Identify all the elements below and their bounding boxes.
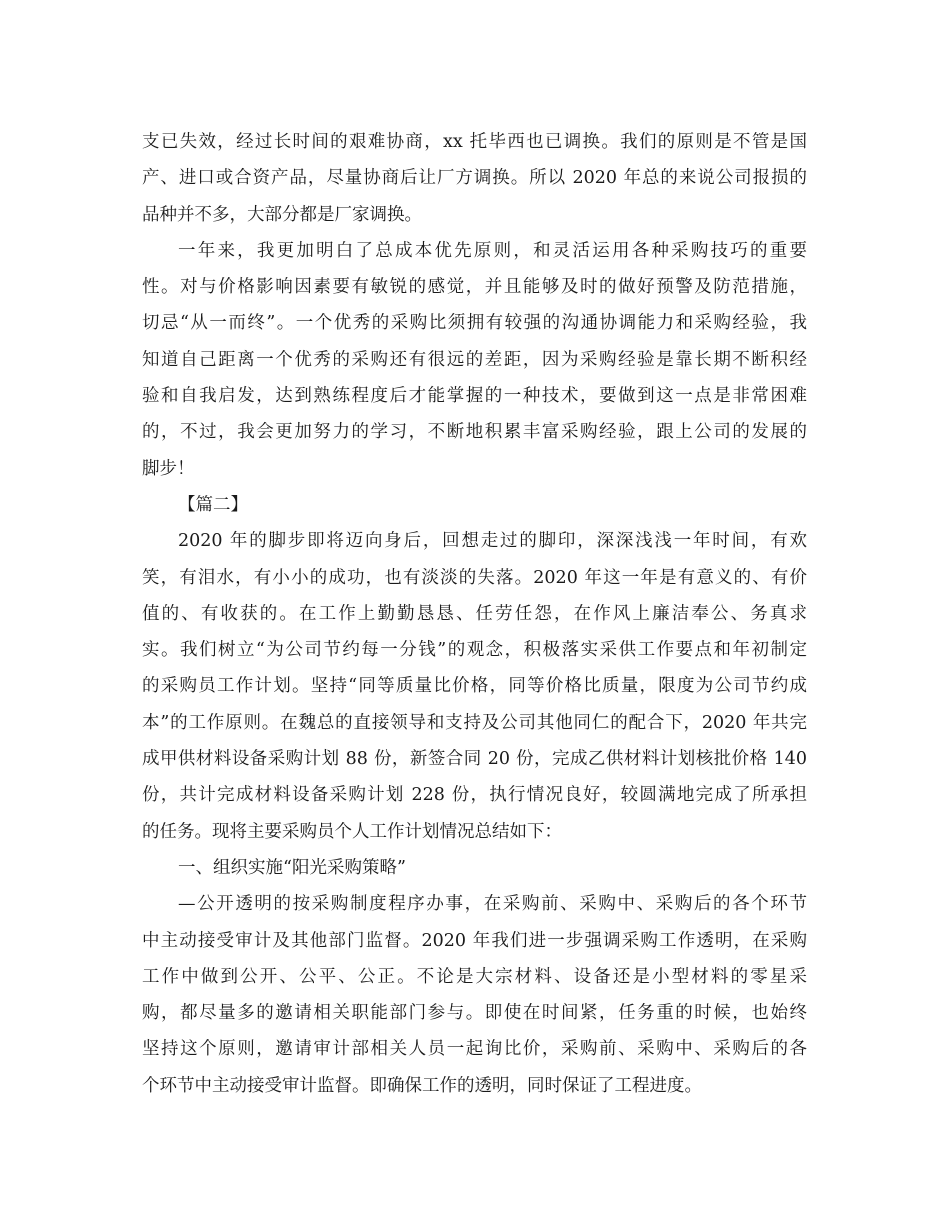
text-line: 成甲供材料设备采购计划 88 份，新签合同 20 份，完成乙供材料计划核批价格 140: [142, 749, 807, 770]
text-line: 性。对与价格影响因素要有敏锐的感觉，并且能够及时的做好预警及防范措施，: [142, 277, 807, 298]
text-line: 产、进口或合资产品，尽量协商后让厂方调换。所以 2020 年总的来说公司报损的: [142, 168, 807, 189]
text-line: 工作中做到公开、公平、公正。不论是大宗材料、设备还是小型材料的零星采: [142, 966, 807, 987]
text-line: 一年来，我更加明白了总成本优先原则，和灵活运用各种采购技巧的重要: [178, 240, 807, 261]
text-line: 2020 年的脚步即将迈向身后，回想走过的脚印，深深浅浅一年时间，有欢: [178, 531, 807, 552]
text-line: 购，都尽量多的邀请相关职能部门参与。即使在时间紧，任务重的时候，也始终: [142, 1003, 807, 1024]
document-body: [142, 124, 807, 1104]
text-line: 坚持这个原则，邀请审计部相关人员一起询比价，采购前、采购中、采购后的各: [142, 1039, 807, 1060]
text-line: 个环节中主动接受审计监督。即确保工作的透明，同时保证了工程进度。: [142, 1075, 702, 1096]
text-line: 【篇二】: [178, 494, 248, 515]
text-line: 的采购员工作计划。坚持“同等质量比价格，同等价格比质量，限度为公司节约成: [142, 676, 807, 697]
text-line: 切忌“从一而终”。一个优秀的采购比须拥有较强的沟通协调能力和采购经验，我: [142, 313, 807, 334]
text-line: 笑，有泪水，有小小的成功，也有淡淡的失落。2020 年这一年是有意义的、有价: [142, 567, 807, 588]
text-line: 知道自己距离一个优秀的采购还有很远的差距，因为采购经验是靠长期不断积经: [142, 349, 807, 370]
text-line: 份，共计完成材料设备采购计划 228 份，执行情况良好，较圆满地完成了所承担: [142, 785, 807, 806]
text-line: 的任务。现将主要采购员个人工作计划情况总结如下：: [142, 821, 562, 842]
text-line: 中主动接受审计及其他部门监督。2020 年我们进一步强调采购工作透明，在采购: [142, 930, 807, 951]
text-line: 一、组织实施“阳光采购策略”: [178, 857, 406, 878]
text-line: 验和自我启发，达到熟练程度后才能掌握的一种技术，要做到这一点是非常困难: [142, 386, 807, 407]
text-line: 实。我们树立“为公司节约每一分钱”的观念，积极落实采供工作要点和年初制定: [142, 640, 807, 661]
text-line: 值的、有收获的。在工作上勤勤恳恳、任劳任怨，在作风上廉洁奉公、务真求: [142, 603, 807, 624]
text-line: 支已失效，经过长时间的艰难协商，xx 托毕西也已调换。我们的原则是不管是国: [142, 132, 807, 152]
text-line: 品种并不多，大部分都是厂家调换。: [142, 204, 422, 225]
text-line: 脚步！: [142, 458, 195, 479]
text-line: —公开透明的按采购制度程序办事，在采购前、采购中、采购后的各个环节: [178, 894, 807, 915]
text-line: 的，不过，我会更加努力的学习，不断地积累丰富采购经验，跟上公司的发展的: [142, 422, 807, 443]
text-line: 本”的工作原则。在魏总的直接领导和支持及公司其他同仁的配合下，2020 年共完: [142, 712, 807, 733]
